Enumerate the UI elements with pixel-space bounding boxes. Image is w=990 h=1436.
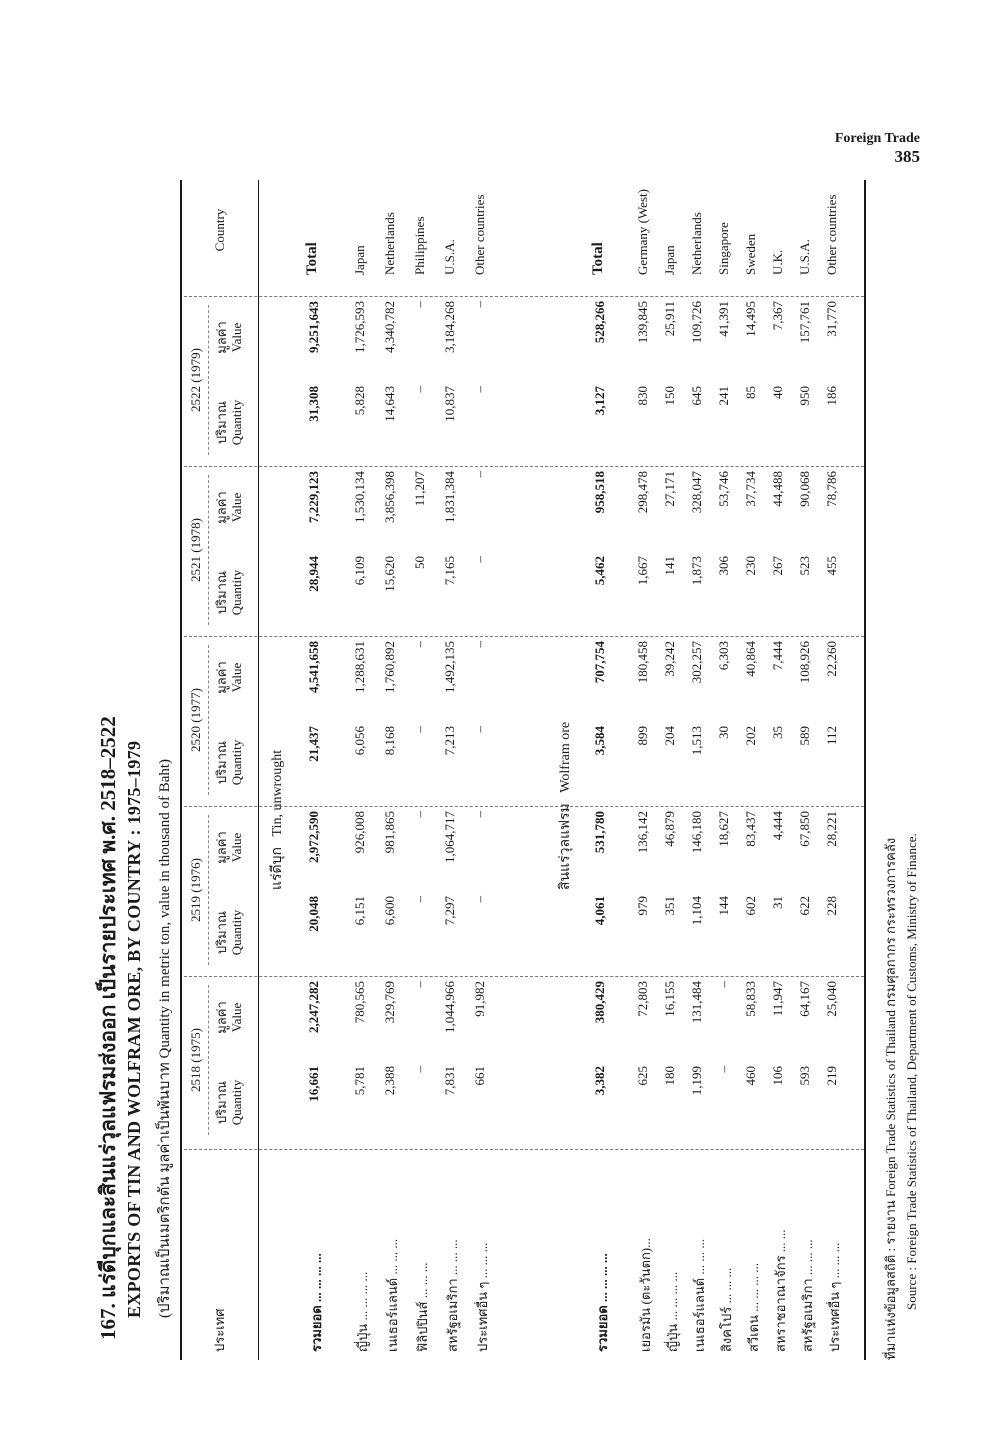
column-separator xyxy=(184,296,864,297)
country-english: Total xyxy=(590,242,606,275)
table-row xyxy=(824,180,851,1360)
value-cell: – xyxy=(412,811,427,818)
quantity-header-thai: ปริมาณ xyxy=(214,1080,229,1125)
quantity-cell: 4,061 xyxy=(592,896,607,926)
value-cell: 707,754 xyxy=(592,641,607,684)
value-header xyxy=(214,465,244,550)
value-cell: 139,845 xyxy=(635,301,650,344)
country-thai: สิงคโปร์ ... ... ... xyxy=(719,1267,734,1352)
value-cell: 180,458 xyxy=(635,641,650,684)
quantity-cell: – xyxy=(412,896,427,903)
value-cell: 109,726 xyxy=(689,301,704,344)
quantity-cell: 31,308 xyxy=(306,386,321,422)
table-row xyxy=(635,180,662,1360)
quantity-cell: 30 xyxy=(716,726,731,739)
quantity-cell: – xyxy=(472,896,487,903)
source-thai: ที่มาแห่งข้อมูลสถิติ : รายงาน Foreign Trade Statistics of Thailand กรมศุลกากร กระทรวงการคลัง xyxy=(883,837,898,1360)
value-cell: 2,247,282 xyxy=(306,981,321,1033)
country-thai: สหรัฐอเมริกา ... ... ... xyxy=(800,1239,815,1352)
column-separator xyxy=(184,466,864,467)
quantity-cell: 14,643 xyxy=(382,386,397,422)
value-cell: 328,047 xyxy=(689,471,704,514)
quantity-header-english: Quantity xyxy=(229,739,244,786)
table-row xyxy=(797,180,824,1360)
quantity-cell: 186 xyxy=(824,386,839,406)
value-cell: – xyxy=(412,301,427,308)
quantity-cell: 7,297 xyxy=(442,896,457,926)
value-cell: 9,251,643 xyxy=(306,301,321,353)
value-cell: 11,947 xyxy=(770,981,785,1017)
value-cell: 1,288,631 xyxy=(352,641,367,693)
quantity-cell: 950 xyxy=(797,386,812,406)
table-row xyxy=(770,180,797,1360)
year-header: 2520 (1977) xyxy=(188,688,203,752)
quantity-cell: 899 xyxy=(635,726,650,746)
value-cell: 58,833 xyxy=(743,981,758,1017)
value-header xyxy=(214,975,244,1060)
quantity-header xyxy=(214,720,244,805)
country-thai: สหราชอาณาจักร ... ... xyxy=(773,1229,788,1352)
table-row xyxy=(743,180,770,1360)
value-cell: 37,734 xyxy=(743,471,758,507)
tin-title-thai: แร่ดีบุก xyxy=(270,847,285,890)
quantity-cell: 20,048 xyxy=(306,896,321,932)
value-cell: 4,541,658 xyxy=(306,641,321,693)
value-cell: 28,221 xyxy=(824,811,839,847)
quantity-cell: – xyxy=(472,556,487,563)
value-cell: 11,207 xyxy=(412,471,427,507)
value-cell: 981,865 xyxy=(382,811,397,854)
quantity-cell: 3,382 xyxy=(592,1066,607,1096)
value-cell: 90,068 xyxy=(797,471,812,507)
quantity-cell: 28,944 xyxy=(306,556,321,592)
value-cell: – xyxy=(472,641,487,648)
value-cell: 3,856,398 xyxy=(382,471,397,523)
quantity-cell: 1,667 xyxy=(635,556,650,586)
quantity-cell: 460 xyxy=(743,1066,758,1086)
value-cell: 136,142 xyxy=(635,811,650,854)
quantity-cell: 40 xyxy=(770,386,785,399)
country-thai: ฟิลิปปินส์ ... ... ... xyxy=(415,1262,430,1352)
value-header-english: Value xyxy=(229,832,244,863)
country-english: U.S.A. xyxy=(797,239,812,275)
column-separator xyxy=(184,636,864,637)
country-english: Netherlands xyxy=(689,212,704,275)
year-header: 2521 (1978) xyxy=(188,518,203,582)
title-thai: 167. แร่ดีบุกและสินแร่วุลแฟรมส่งออก เป็นรายประเทศ พ.ศ. 2518–2522 xyxy=(96,716,120,1340)
quantity-cell: 523 xyxy=(797,556,812,576)
quantity-cell: – xyxy=(716,1066,731,1073)
country-english: Japan xyxy=(352,245,367,275)
quantity-cell: 144 xyxy=(716,896,731,916)
quantity-cell: 7,165 xyxy=(442,556,457,586)
country-english: Netherlands xyxy=(382,212,397,275)
country-thai: ญี่ปุ่น ... ... ... ... xyxy=(355,1271,370,1352)
quantity-cell: 351 xyxy=(662,896,677,916)
value-cell: 146,180 xyxy=(689,811,704,854)
table-bottom-rule xyxy=(864,180,866,1360)
value-cell: 1,492,135 xyxy=(442,641,457,693)
quantity-cell: 31 xyxy=(770,896,785,909)
wolfram-title-thai: สินแร่วุลแฟรม xyxy=(558,803,573,890)
quantity-cell: 5,828 xyxy=(352,386,367,416)
quantity-cell: 2,388 xyxy=(382,1066,397,1096)
quantity-cell: 228 xyxy=(824,896,839,916)
value-cell: – xyxy=(472,811,487,818)
quantity-header-english: Quantity xyxy=(229,909,244,956)
value-cell: 18,627 xyxy=(716,811,731,847)
header-country-thai: ประเทศ xyxy=(212,1308,227,1352)
value-cell: 6,303 xyxy=(716,641,731,671)
quantity-cell: 602 xyxy=(743,896,758,916)
country-thai: ประเทศอื่น ๆ ... ... ... xyxy=(827,1242,842,1352)
quantity-cell: 1,873 xyxy=(689,556,704,586)
table-row xyxy=(412,180,442,1360)
value-cell: 1,726,593 xyxy=(352,301,367,353)
country-thai: สวีเดน ... ... ... ... xyxy=(746,1262,761,1352)
quantity-cell: 267 xyxy=(770,556,785,576)
value-cell: 958,518 xyxy=(592,471,607,514)
country-thai: ญี่ปุ่น ... ... ... ... xyxy=(665,1271,680,1352)
quantity-cell: 5,781 xyxy=(352,1066,367,1096)
value-cell: 780,565 xyxy=(352,981,367,1024)
value-cell: 1,530,134 xyxy=(352,471,367,523)
unit-note: (ปริมาณเป็นเมตริกตัน มูลค่าเป็นพันบาท Quantity in metric ton, value in thousand of Baht) xyxy=(157,758,173,1318)
quantity-header-thai: ปริมาณ xyxy=(214,400,229,445)
country-english: Philippines xyxy=(412,216,427,275)
quantity-cell: 8,168 xyxy=(382,726,397,756)
year-header-rule xyxy=(208,815,209,965)
country-english: U.S.A. xyxy=(442,239,457,275)
value-cell: 72,803 xyxy=(635,981,650,1017)
table-row xyxy=(662,180,689,1360)
value-cell: 1,044,966 xyxy=(442,981,457,1033)
quantity-header xyxy=(214,550,244,635)
country-english: Other countries xyxy=(824,194,839,275)
quantity-cell: 7,831 xyxy=(442,1066,457,1096)
year-header: 2518 (1975) xyxy=(188,1028,203,1092)
quantity-header xyxy=(214,1060,244,1145)
quantity-cell: 16,661 xyxy=(306,1066,321,1102)
value-cell: – xyxy=(472,471,487,478)
value-cell: 380,429 xyxy=(592,981,607,1024)
year-header-rule xyxy=(208,985,209,1135)
quantity-cell: 150 xyxy=(662,386,677,406)
value-cell: 926,008 xyxy=(352,811,367,854)
value-header-english: Value xyxy=(229,492,244,523)
quantity-cell: 241 xyxy=(716,386,731,406)
value-cell: 1,760,892 xyxy=(382,641,397,693)
table-top-rule xyxy=(180,180,182,1360)
quantity-cell: 141 xyxy=(662,556,677,576)
quantity-header-english: Quantity xyxy=(229,399,244,446)
quantity-cell: 202 xyxy=(743,726,758,746)
quantity-cell: – xyxy=(412,1066,427,1073)
column-separator xyxy=(184,976,864,977)
value-cell: 22,260 xyxy=(824,641,839,677)
header-country-english: Country xyxy=(212,208,227,252)
year-header: 2519 (1976) xyxy=(188,858,203,922)
quantity-cell: 50 xyxy=(412,556,427,569)
value-header-english: Value xyxy=(229,1002,244,1033)
table-titles xyxy=(80,110,200,1360)
country-thai: ประเทศอื่น ๆ ... ... ... xyxy=(475,1242,490,1352)
quantity-header-english: Quantity xyxy=(229,1079,244,1126)
value-cell: 7,367 xyxy=(770,301,785,331)
value-cell: 7,229,123 xyxy=(306,471,321,523)
value-cell: 3,184,268 xyxy=(442,301,457,353)
value-cell: 329,769 xyxy=(382,981,397,1024)
value-cell: 67,850 xyxy=(797,811,812,847)
header-bottom-rule xyxy=(258,180,259,1360)
quantity-cell: 593 xyxy=(797,1066,812,1086)
value-cell: 31,770 xyxy=(824,301,839,337)
quantity-header-thai: ปริมาณ xyxy=(214,570,229,615)
quantity-cell: – xyxy=(472,386,487,393)
table-row xyxy=(442,180,472,1360)
quantity-cell: 219 xyxy=(824,1066,839,1086)
country-english: Singapore xyxy=(716,222,731,275)
quantity-cell: 35 xyxy=(770,726,785,739)
page-number: 385 xyxy=(894,147,920,166)
country-english: Japan xyxy=(662,245,677,275)
quantity-cell: 645 xyxy=(689,386,704,406)
value-cell: 25,911 xyxy=(662,301,677,337)
value-cell: 131,484 xyxy=(689,981,704,1024)
tin-section-title xyxy=(266,750,288,890)
value-cell: 25,040 xyxy=(824,981,839,1017)
country-english: Total xyxy=(304,242,320,275)
table-row xyxy=(352,180,382,1360)
quantity-header xyxy=(214,890,244,975)
value-cell: 41,391 xyxy=(716,301,731,337)
value-header-thai: มูลค่า xyxy=(214,321,229,354)
value-cell: 14,495 xyxy=(743,301,758,337)
quantity-cell: – xyxy=(412,386,427,393)
table-row xyxy=(716,180,743,1360)
quantity-cell: 625 xyxy=(635,1066,650,1086)
quantity-cell: 455 xyxy=(824,556,839,576)
value-cell: 1,831,384 xyxy=(442,471,457,523)
table-row xyxy=(306,180,336,1360)
value-cell: 39,242 xyxy=(662,641,677,677)
value-header xyxy=(214,635,244,720)
value-header-thai: มูลค่า xyxy=(214,491,229,524)
value-cell: 44,488 xyxy=(770,471,785,507)
value-cell: 27,171 xyxy=(662,471,677,507)
quantity-cell: 306 xyxy=(716,556,731,576)
value-cell: 78,786 xyxy=(824,471,839,507)
value-cell: 2,972,590 xyxy=(306,811,321,863)
quantity-cell: 1,104 xyxy=(689,896,704,926)
value-cell: 53,746 xyxy=(716,471,731,507)
country-english: Germany (West) xyxy=(635,189,650,275)
table-row xyxy=(592,180,619,1360)
country-thai: เนเธอร์แลนด์ ... ... ... xyxy=(385,1238,400,1352)
year-header-rule xyxy=(208,645,209,795)
quantity-cell: 1,513 xyxy=(689,726,704,756)
value-header xyxy=(214,805,244,890)
value-header-thai: มูลค่า xyxy=(214,661,229,694)
value-cell: 46,879 xyxy=(662,811,677,847)
quantity-cell: 3,584 xyxy=(592,726,607,756)
quantity-header xyxy=(214,380,244,465)
value-cell: 4,444 xyxy=(770,811,785,841)
quantity-cell: 112 xyxy=(824,726,839,746)
value-cell: 91,982 xyxy=(472,981,487,1017)
quantity-cell: 661 xyxy=(472,1066,487,1086)
value-cell: 302,257 xyxy=(689,641,704,684)
wolfram-title-english: Wolfram ore xyxy=(558,721,573,793)
quantity-cell: 6,600 xyxy=(382,896,397,926)
value-cell: 64,167 xyxy=(797,981,812,1017)
quantity-header-english: Quantity xyxy=(229,569,244,616)
country-english: Other countries xyxy=(472,194,487,275)
quantity-cell: 1,199 xyxy=(689,1066,704,1096)
quantity-cell: 7,213 xyxy=(442,726,457,756)
quantity-cell: 979 xyxy=(635,896,650,916)
quantity-cell: 3,127 xyxy=(592,386,607,416)
quantity-cell: 10,837 xyxy=(442,386,457,422)
quantity-cell: 6,056 xyxy=(352,726,367,756)
value-header-english: Value xyxy=(229,322,244,353)
section-name: Foreign Trade xyxy=(834,131,920,146)
table-row xyxy=(689,180,716,1360)
quantity-cell: 6,109 xyxy=(352,556,367,586)
value-header-thai: มูลค่า xyxy=(214,1001,229,1034)
value-cell: 108,926 xyxy=(797,641,812,684)
value-header xyxy=(214,295,244,380)
country-english: U.K. xyxy=(770,249,785,275)
country-english: Sweden xyxy=(743,233,758,275)
value-cell: 298,478 xyxy=(635,471,650,514)
quantity-cell: – xyxy=(472,726,487,733)
quantity-cell: 6,151 xyxy=(352,896,367,926)
year-header-rule xyxy=(208,475,209,625)
value-cell: 1,064,717 xyxy=(442,811,457,863)
quantity-cell: 204 xyxy=(662,726,677,746)
country-thai: เยอรมัน (ตะวันตก)... xyxy=(638,1238,653,1352)
country-thai: รวมยอด ... ... ... ... xyxy=(595,1253,610,1352)
quantity-cell: 589 xyxy=(797,726,812,746)
table-row xyxy=(472,180,502,1360)
year-header-rule xyxy=(208,305,209,455)
value-cell: 40,864 xyxy=(743,641,758,677)
value-cell: – xyxy=(716,981,731,988)
quantity-cell: 230 xyxy=(743,556,758,576)
column-separator xyxy=(184,806,864,807)
source-english: Source : Foreign Trade Statistics of Thailand, Department of Customs, Ministry of Finance. xyxy=(904,833,919,1310)
value-cell: 4,340,782 xyxy=(382,301,397,353)
quantity-cell: – xyxy=(412,726,427,733)
rotated-table-page xyxy=(80,110,940,1360)
value-cell: 83,437 xyxy=(743,811,758,847)
quantity-cell: 180 xyxy=(662,1066,677,1086)
value-cell: – xyxy=(412,981,427,988)
value-cell: – xyxy=(472,301,487,308)
quantity-cell: 21,437 xyxy=(306,726,321,762)
value-cell: 157,761 xyxy=(797,301,812,344)
quantity-header-thai: ปริมาณ xyxy=(214,740,229,785)
value-header-english: Value xyxy=(229,662,244,693)
quantity-cell: 5,462 xyxy=(592,556,607,586)
country-thai: เนเธอร์แลนด์ ... ... ... xyxy=(692,1238,707,1352)
tin-title-english: Tin, unwrought xyxy=(270,749,285,837)
quantity-cell: 830 xyxy=(635,386,650,406)
value-cell: 528,266 xyxy=(592,301,607,344)
country-thai: รวมยอด ... ... ... ... xyxy=(309,1253,324,1352)
value-header-thai: มูลค่า xyxy=(214,831,229,864)
country-thai: สหรัฐอเมริกา ... ... ... xyxy=(445,1239,460,1352)
value-cell: 531,780 xyxy=(592,811,607,854)
value-cell: 16,155 xyxy=(662,981,677,1017)
quantity-header-thai: ปริมาณ xyxy=(214,910,229,955)
quantity-cell: 85 xyxy=(743,386,758,399)
quantity-cell: 622 xyxy=(797,896,812,916)
quantity-cell: 106 xyxy=(770,1066,785,1086)
value-cell: – xyxy=(412,641,427,648)
quantity-cell: 15,620 xyxy=(382,556,397,592)
value-cell: 7,444 xyxy=(770,641,785,671)
table-row xyxy=(382,180,412,1360)
column-separator xyxy=(184,1149,864,1150)
year-header: 2522 (1979) xyxy=(188,348,203,412)
title-english: EXPORTS OF TIN AND WOLFRAM ORE, BY COUNTRY : 1975–1979 xyxy=(124,740,144,1318)
